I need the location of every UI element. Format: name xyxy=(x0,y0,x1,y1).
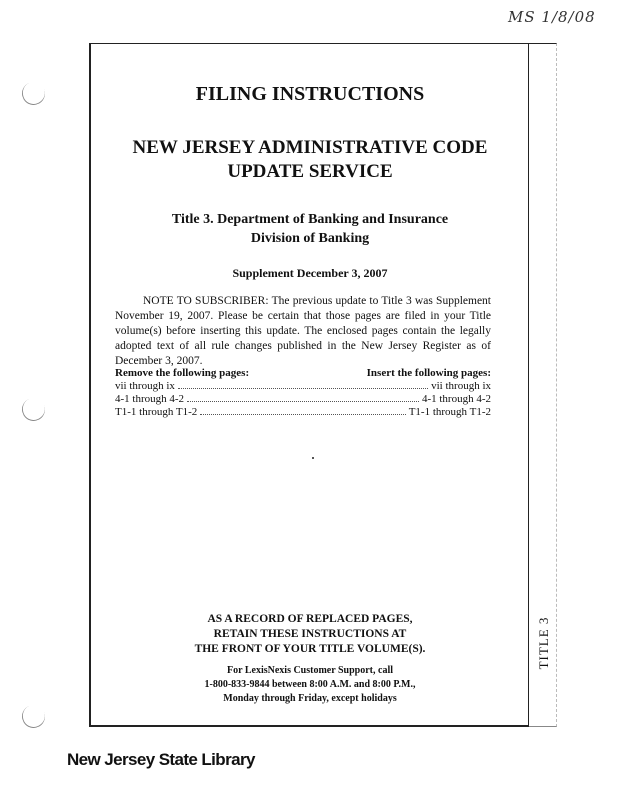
table-row xyxy=(115,406,491,419)
record-line-3: THE FRONT OF YOUR TITLE VOLUME(S). xyxy=(194,643,426,655)
division-line: Division of Banking xyxy=(250,231,370,246)
title-tab-label: TITLE 3 xyxy=(536,616,551,670)
record-line-1: AS A RECORD OF REPLACED PAGES, xyxy=(207,613,413,625)
scan-speck xyxy=(312,457,314,459)
title-line: Title 3. Department of Banking and Insurance xyxy=(171,212,449,227)
dot-leader xyxy=(200,414,405,415)
punch-hole-top xyxy=(19,79,48,108)
table-row xyxy=(115,393,491,406)
title-department-block xyxy=(100,210,520,248)
record-notice xyxy=(100,612,520,657)
insert-pages: vii through ix xyxy=(431,380,491,392)
handwritten-annotation: MS 1/8/08 xyxy=(508,8,596,26)
punch-hole-middle xyxy=(19,395,48,424)
subscriber-note: NOTE TO SUBSCRIBER: The previous update to Title 3 was Supplement November 19, 2007. Please be certain that those pages are filed in your Title volume(s) before inserting this update. The enclosed pages contain the legally adopted text of all rule changes published in the New Jersey Register as of December 3, 2007. xyxy=(115,295,491,367)
insert-header: Insert the following pages: xyxy=(366,367,491,379)
table-row xyxy=(115,380,491,393)
customer-support-info xyxy=(100,664,520,706)
insert-pages: T1-1 through T1-2 xyxy=(408,406,491,418)
support-line-3: Monday through Friday, except holidays xyxy=(223,693,397,704)
code-title-line-2: UPDATE SERVICE xyxy=(227,161,393,182)
punch-hole-bottom xyxy=(19,702,48,731)
support-line-2: 1-800-833-9844 between 8:00 A.M. and 8:00 P.M., xyxy=(204,679,416,690)
remove-header: Remove the following pages: xyxy=(115,367,250,379)
code-title-line-1: NEW JERSEY ADMINISTRATIVE CODE xyxy=(132,137,488,158)
supplement-date: Supplement December 3, 2007 xyxy=(232,266,388,280)
remove-pages: 4-1 through 4-2 xyxy=(115,393,185,405)
remove-pages: T1-1 through T1-2 xyxy=(115,406,198,418)
dot-leader xyxy=(187,401,419,402)
record-line-2: RETAIN THESE INSTRUCTIONS AT xyxy=(213,628,407,640)
table-header-row xyxy=(115,367,491,380)
page-replacement-table xyxy=(115,367,491,419)
support-line-1: For LexisNexis Customer Support, call xyxy=(226,665,393,676)
code-title xyxy=(100,136,520,184)
remove-pages: vii through ix xyxy=(115,380,175,392)
library-stamp: New Jersey State Library xyxy=(67,750,255,769)
insert-pages: 4-1 through 4-2 xyxy=(421,393,491,405)
page-title: FILING INSTRUCTIONS xyxy=(195,83,425,105)
dot-leader xyxy=(178,388,428,389)
